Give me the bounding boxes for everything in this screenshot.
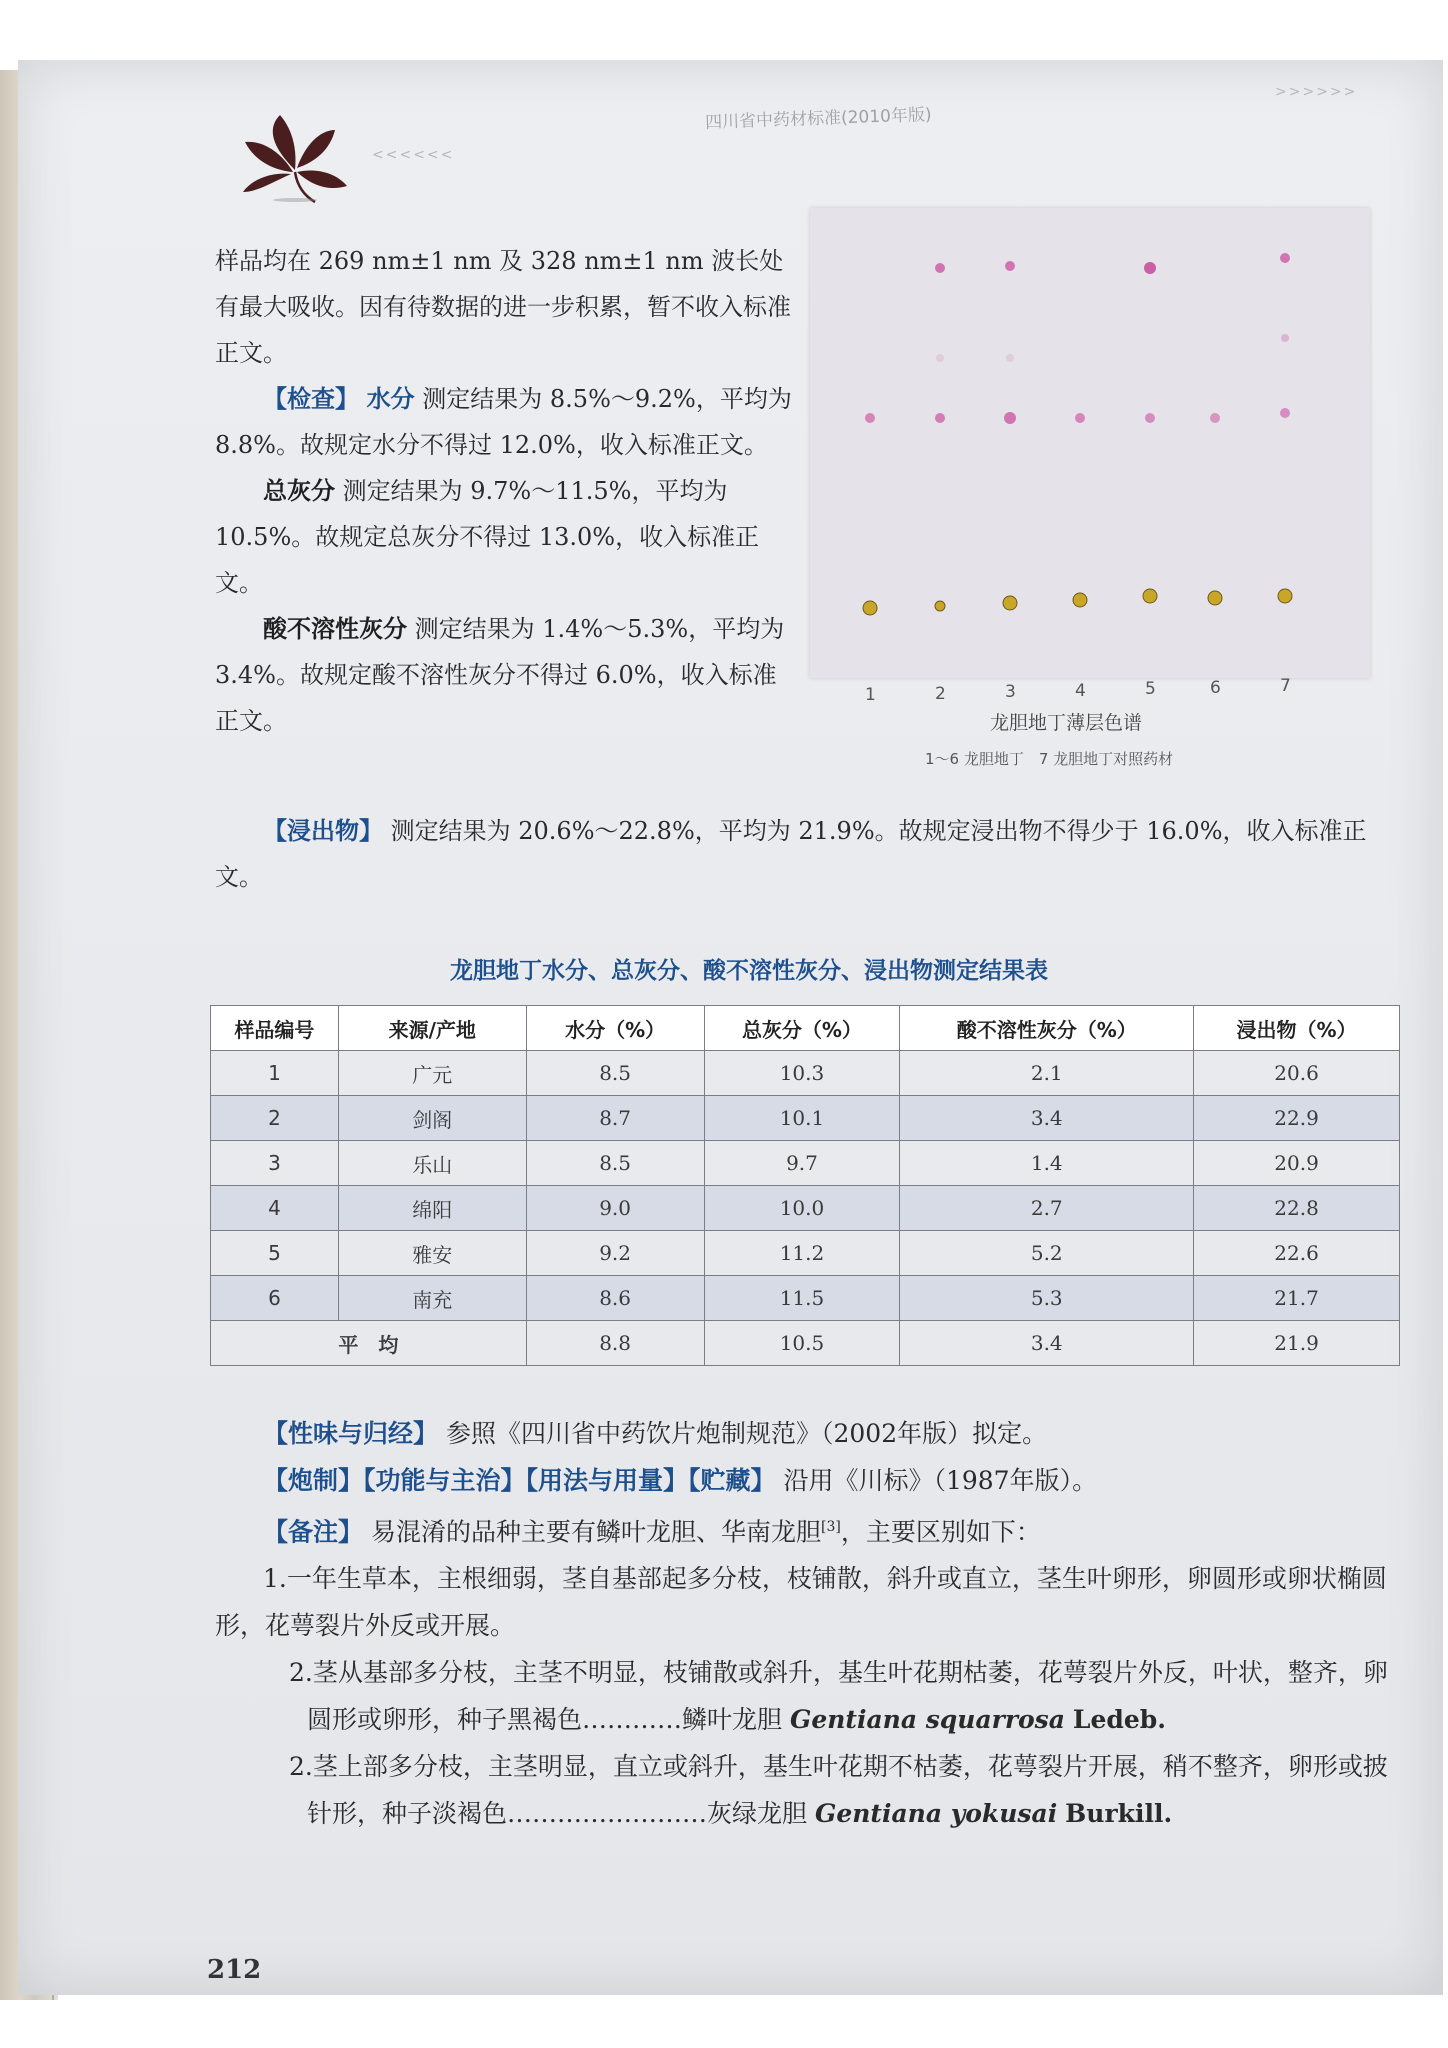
- cell-sample-no: 3: [211, 1141, 339, 1186]
- cell-total-ash: 10.0: [704, 1186, 900, 1231]
- zonghuifen-label: 总灰分: [263, 477, 335, 505]
- cell-moisture: 8.5: [526, 1051, 704, 1096]
- paozhi-paragraph: [215, 1457, 1395, 1504]
- xingwei-text: 参照《四川省中药饮片炮制规范》（2002年版）拟定。: [445, 1419, 1048, 1448]
- key-2a-text: 2.茎从基部多分枝，主茎不明显，枝铺散或斜升，基生叶花期枯萎，花萼裂片外反，叶状，整齐，卵圆形或卵形，种子黑褐色…………鳞叶龙胆: [289, 1658, 1388, 1735]
- table-row: [211, 1276, 1400, 1321]
- moisture-paragraph: [215, 376, 800, 468]
- tlc-spot-magenta: [865, 413, 875, 423]
- cell-sample-no: 6: [211, 1276, 339, 1321]
- tlc-spot-origin: [1278, 589, 1292, 603]
- bottom-section: [215, 1410, 1395, 1837]
- cell-acid-ash: 5.2: [900, 1231, 1194, 1276]
- key-2a-author: Ledeb.: [1072, 1705, 1166, 1735]
- cell-sample-no: 4: [211, 1186, 339, 1231]
- cell-sample-no: 1: [211, 1051, 339, 1096]
- results-table: [210, 1005, 1400, 1366]
- tlc-spot-magenta: [1145, 413, 1155, 423]
- tlc-figure: [810, 208, 1370, 678]
- header-decoration-left: <<<<<<: [372, 147, 455, 163]
- tlc-lane-number: 6: [1210, 677, 1221, 698]
- header-acid-ash: 酸不溶性灰分（%）: [900, 1006, 1194, 1051]
- beizhu-label: 【备注】: [263, 1517, 364, 1547]
- header-moisture: 水分（%）: [526, 1006, 704, 1051]
- tlc-spot-magenta: [1280, 253, 1290, 263]
- table-row: [211, 1096, 1400, 1141]
- cell-extract: 22.6: [1194, 1231, 1400, 1276]
- paozhi-labels: 【炮制】【功能与主治】【用法与用量】【贮藏】: [263, 1466, 776, 1495]
- key-item-2a: [215, 1649, 1395, 1743]
- header-origin: 来源/产地: [338, 1006, 526, 1051]
- cell-extract: 20.9: [1194, 1141, 1400, 1186]
- jinchuwu-label: 【浸出物】: [263, 817, 383, 845]
- key-2b-latin: Gentiana yokusai: [814, 1799, 1058, 1829]
- tlc-lane-number: 5: [1145, 679, 1156, 699]
- key-item-1: 1.一年生草本，主根细弱，茎自基部起多分枝，枝铺散，斜升或直立，茎生叶卵形，卵圆形或卵状椭圆形，花萼裂片外反或开展。: [215, 1564, 1387, 1641]
- tlc-spot-magenta: [1144, 262, 1156, 274]
- page-number: 212: [207, 1955, 262, 1985]
- total-ash-paragraph: [215, 468, 800, 606]
- suan-label: 酸不溶性灰分: [263, 615, 407, 643]
- zonghuifen-text: 测定结果为 9.7%～11.5%，平均为 10.5%。故规定总灰分不得过 13.0%，收入标准正文。: [215, 477, 760, 597]
- cell-moisture: 9.2: [526, 1231, 704, 1276]
- uv-paragraph: 样品均在 269 nm±1 nm 及 328 nm±1 nm 波长处有最大吸收。因有待数据的进一步积累，暂不收入标准正文。: [215, 247, 791, 367]
- running-header-title: 四川省中药材标准(2010年版): [704, 105, 932, 133]
- tlc-spot-magenta: [935, 263, 945, 273]
- cell-extract: 21.7: [1194, 1276, 1400, 1321]
- header-sample-no: 样品编号: [211, 1006, 339, 1051]
- key-2b-text: 2.茎上部多分枝，主茎明显，直立或斜升，基生叶花期不枯萎，花萼裂片开展，稍不整齐，卵形或披针形，种子淡褐色……………………灰绿龙胆: [289, 1752, 1388, 1829]
- tlc-legend: 1～6 龙胆地丁 7 龙胆地丁对照药材: [925, 750, 1174, 768]
- cell-total-ash: 11.5: [704, 1276, 900, 1321]
- cell-extract: 22.8: [1194, 1186, 1400, 1231]
- header-total-ash: 总灰分（%）: [704, 1006, 900, 1051]
- cell-origin: 乐山: [338, 1141, 526, 1186]
- cell-acid-ash: 3.4: [900, 1096, 1194, 1141]
- table-row: [211, 1231, 1400, 1276]
- table-average-row: [211, 1321, 1400, 1366]
- cell-sample-no: 2: [211, 1096, 339, 1141]
- tlc-lane-number: 4: [1075, 680, 1086, 701]
- cell-sample-no: 5: [211, 1231, 339, 1276]
- extract-paragraph: [215, 808, 1390, 900]
- tlc-caption: 龙胆地丁薄层色谱: [990, 712, 1143, 734]
- shuifen-label: 水分: [366, 385, 415, 413]
- key-2b-author: Burkill.: [1065, 1799, 1173, 1829]
- cell-avg-extract: 21.9: [1194, 1321, 1400, 1366]
- tlc-spot-magenta: [1210, 413, 1220, 423]
- cell-total-ash: 11.2: [704, 1231, 900, 1276]
- tlc-spot-magenta: [1280, 408, 1290, 418]
- left-column-text: [215, 238, 800, 744]
- table-row: [211, 1051, 1400, 1096]
- tlc-spot-origin: [935, 601, 945, 611]
- tlc-spot-magenta: [1281, 334, 1289, 342]
- reference-superscript: [3]: [820, 1519, 841, 1535]
- cell-origin: 绵阳: [338, 1186, 526, 1231]
- tlc-spot-origin: [1003, 596, 1017, 610]
- tlc-spot-magenta: [1075, 413, 1085, 423]
- cell-acid-ash: 5.3: [900, 1276, 1194, 1321]
- tlc-spot-origin: [1143, 589, 1157, 603]
- cell-origin: 雅安: [338, 1231, 526, 1276]
- tlc-lane-number: 3: [1005, 682, 1016, 702]
- cell-acid-ash: 2.7: [900, 1186, 1194, 1231]
- suan-text: 测定结果为 1.4%～5.3%，平均为 3.4%。故规定酸不溶性灰分不得过 6.0%，收入标准正文。: [215, 615, 785, 735]
- tlc-spot-magenta: [1005, 261, 1015, 271]
- tlc-spot-magenta: [1004, 412, 1016, 424]
- tlc-spot-origin: [863, 601, 877, 615]
- table-header-row: [211, 1006, 1400, 1051]
- beizhu-text-2: ，主要区别如下：: [840, 1517, 1041, 1547]
- header-extract: 浸出物（%）: [1194, 1006, 1400, 1051]
- cell-average-label: 平 均: [211, 1321, 527, 1366]
- jinchuwu-text: 测定结果为 20.6%～22.8%，平均为 21.9%。故规定浸出物不得少于 16.0%，收入标准正文。: [215, 817, 1367, 891]
- tlc-spot-magenta: [1006, 354, 1014, 362]
- beizhu-paragraph: [215, 1504, 1395, 1555]
- tlc-spots: [810, 208, 1370, 678]
- cell-moisture: 8.5: [526, 1141, 704, 1186]
- cell-avg-acid-ash: 3.4: [900, 1321, 1194, 1366]
- tlc-lane-number: 2: [935, 683, 946, 704]
- header-decoration-right: >>>>>>: [1275, 84, 1358, 100]
- cell-total-ash: 10.1: [704, 1096, 900, 1141]
- cell-origin: 南充: [338, 1276, 526, 1321]
- cell-acid-ash: 1.4: [900, 1141, 1194, 1186]
- table-row: [211, 1186, 1400, 1231]
- leaf-logo-icon: [235, 100, 355, 205]
- xingwei-label: 【性味与归经】: [263, 1419, 439, 1448]
- cell-origin: 剑阁: [338, 1096, 526, 1141]
- beizhu-text: 易混淆的品种主要有鳞叶龙胆、华南龙胆: [370, 1517, 821, 1547]
- tlc-lane-number: 1: [865, 685, 876, 705]
- jiancha-label: 【检查】: [263, 385, 359, 413]
- cell-avg-moisture: 8.8: [526, 1321, 704, 1366]
- xingwei-paragraph: [215, 1410, 1395, 1457]
- cell-moisture: 8.7: [526, 1096, 704, 1141]
- tlc-spot-magenta: [936, 354, 944, 362]
- tlc-spot-magenta: [935, 413, 945, 423]
- table-title: 龙胆地丁水分、总灰分、酸不溶性灰分、浸出物测定结果表: [450, 957, 1048, 984]
- tlc-spot-origin: [1073, 593, 1087, 607]
- cell-total-ash: 9.7: [704, 1141, 900, 1186]
- cell-acid-ash: 2.1: [900, 1051, 1194, 1096]
- acid-ash-paragraph: [215, 606, 800, 744]
- cell-total-ash: 10.3: [704, 1051, 900, 1096]
- cell-avg-total-ash: 10.5: [704, 1321, 900, 1366]
- paozhi-text: 沿用《川标》（1987年版）。: [783, 1466, 1098, 1495]
- shuifen-text: 测定结果为 8.5%～9.2%，平均为 8.8%。故规定水分不得过 12.0%，收入标准正文。: [215, 385, 792, 459]
- cell-extract: 22.9: [1194, 1096, 1400, 1141]
- table-row: [211, 1141, 1400, 1186]
- key-2a-latin: Gentiana squarrosa: [789, 1705, 1065, 1735]
- tlc-spot-origin: [1208, 591, 1222, 605]
- key-item-2b: [215, 1743, 1395, 1837]
- cell-moisture: 9.0: [526, 1186, 704, 1231]
- cell-extract: 20.6: [1194, 1051, 1400, 1096]
- cell-origin: 广元: [338, 1051, 526, 1096]
- tlc-lane-number: 7: [1280, 676, 1291, 696]
- cell-moisture: 8.6: [526, 1276, 704, 1321]
